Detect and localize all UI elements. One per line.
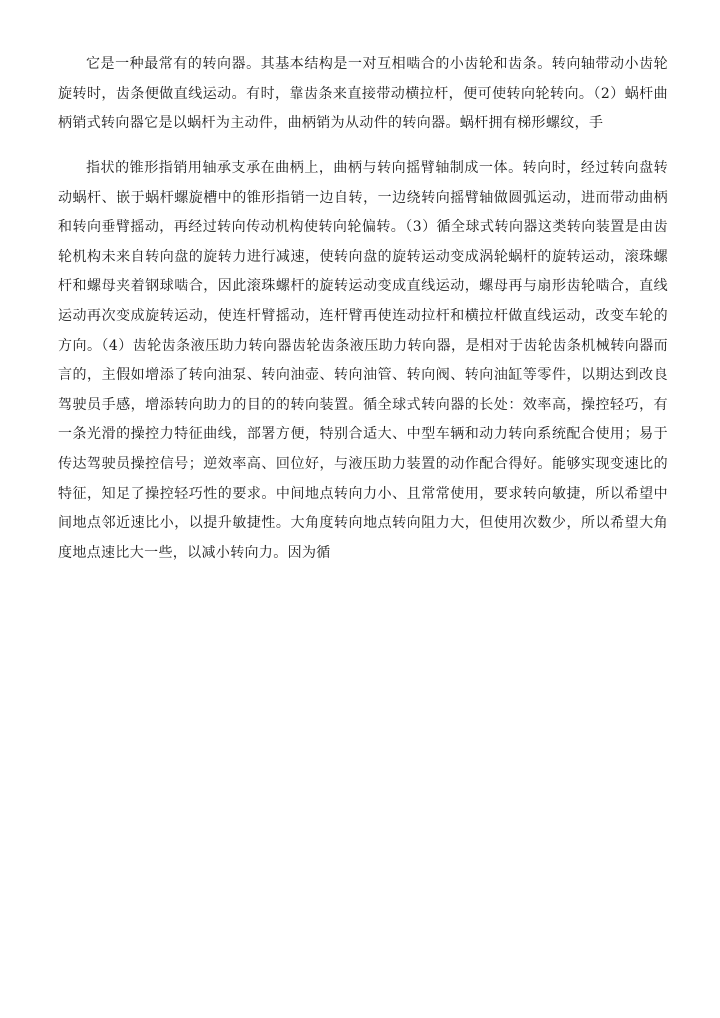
paragraph-steering-gear-types: 指状的锥形指销用轴承支承在曲柄上，曲柄与转向摇臂轴制成一体。转向时，经过转向盘转动蜗杆、嵌于蜗杆螺旋槽中的锥形指销一边自转，一边绕转向摇臂轴做圆弧运动，进而带动曲柄和转向垂臂摇动，再经过转向传动机构使转向轮偏转。（3）循全球式转向器这类转向装置是由齿轮机构未来自转向盘的旋转力进行减速，使转向盘的旋转运动变成涡轮蜗杆的旋转运动，滚珠螺杆和螺母夹着钢球啮合，因此滚珠螺杆的旋转运动变成直线运动，螺母再与扇形齿轮啮合，直线运动再次变成旋转运动，使连杆臂摇动，连杆臂再使连动拉杆和横拉杆做直线运动，改变车轮的方向。（4）齿轮齿条液压助力转向器齿轮齿条液压助力转向器，是相对于齿轮齿条机械转向器而言的，主假如增添了转向油泵、转向油壶、转向油管、转向阀、转向油缸等零件，以期达到改良驾驶员手感，增添转向助力的目的的转向装置。循全球式转向器的长处：效率高，操控轻巧，有一条光滑的操控力特征曲线，部署方便，特别合适大、中型车辆和动力转向系统配合使用；易于传达驾驶员操控信号；逆效率高、回位好，与液压助力装置的动作配合得好。能够实现变速比的特征，知足了操控轻巧性的要求。中间地点转向力小、且常常使用，要求转向敏捷，所以希望中间地点邻近速比小，以提升敏捷性。大角度转向地点转向阻力大，但使用次数少，所以希望大角度地点速比大一些，以减小转向力。因为循 bbox=[58, 160, 668, 561]
paragraph-rack-and-pinion: 它是一种最常有的转向器。其基本结构是一对互相啮合的小齿轮和齿条。转向轴带动小齿轮旋转时，齿条便做直线运动。有时，靠齿条来直接带动横拉杆，便可使转向轮转向。（2）蜗杆曲柄销式转向器它是以蜗杆为主动件，曲柄销为从动件的转向器。蜗杆拥有梯形螺纹，手 bbox=[58, 56, 668, 131]
